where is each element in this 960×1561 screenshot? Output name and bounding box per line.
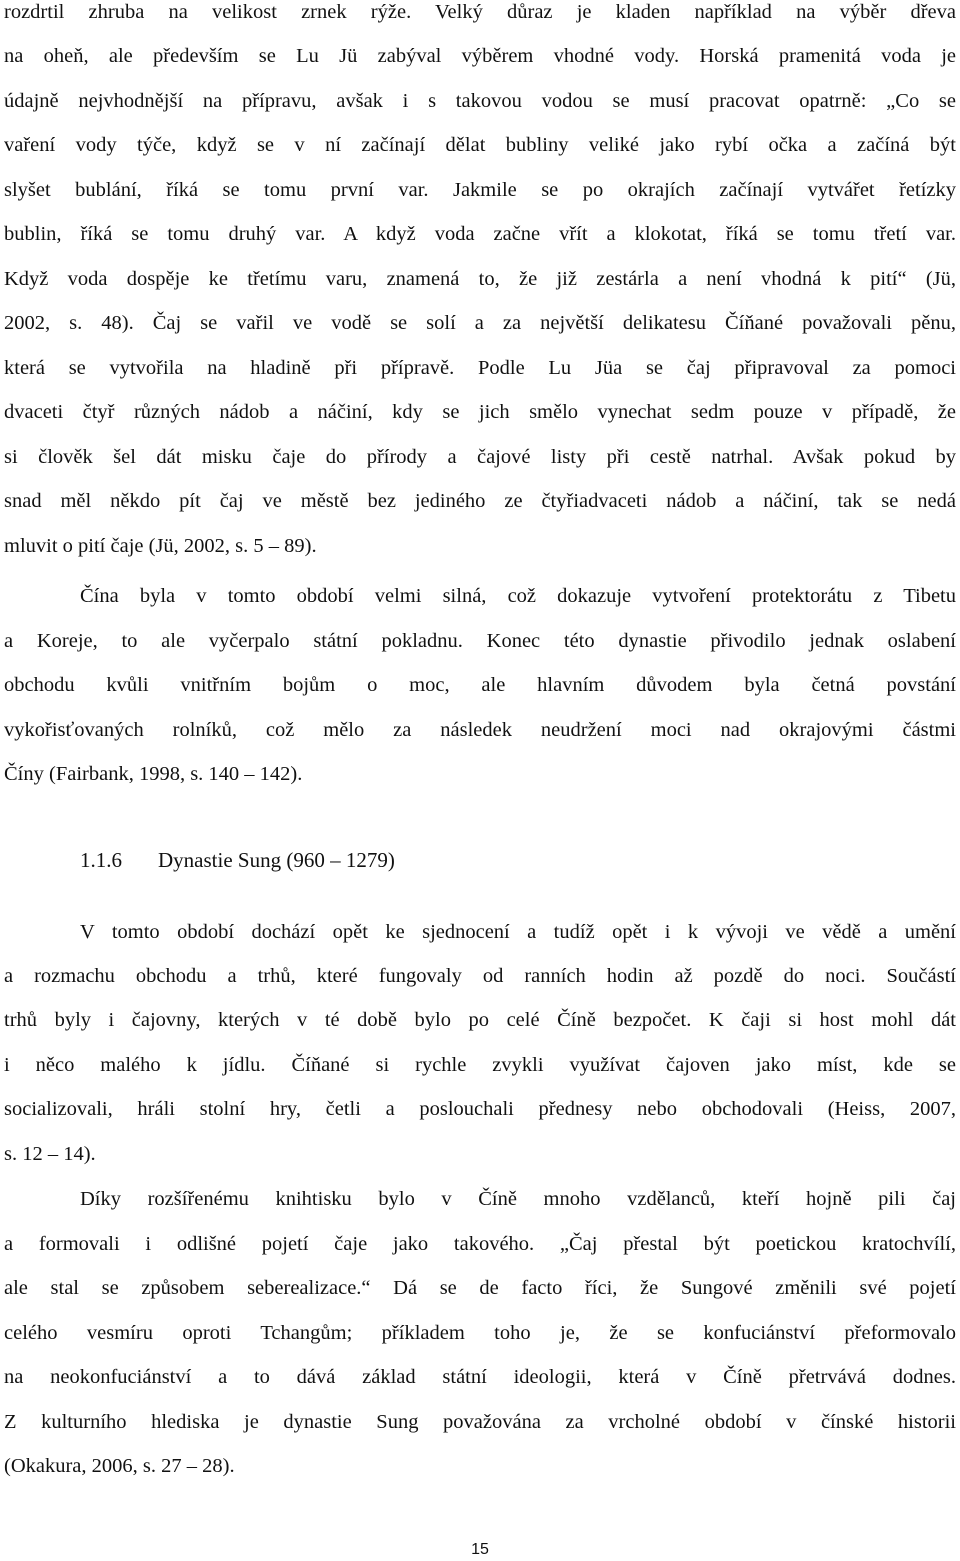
text-line: snad měl někdo pít čaj ve městě bez jediného ze čtyřiadvaceti nádob a náčiní, tak se nedá — [4, 490, 956, 512]
text-line: Z kulturního hlediska je dynastie Sung považována za vrcholné období v čínské historii — [4, 1411, 956, 1433]
section-title: Dynastie Sung (960 – 1279) — [158, 848, 395, 872]
text-line: s. 12 – 14). — [4, 1143, 96, 1165]
text-line: Díky rozšířenému knihtisku bylo v Číně mnoho vzdělanců, kteří hojně pili čaj — [80, 1188, 956, 1210]
text-line: na oheň, ale především se Lu Jü zabýval výběrem vhodné vody. Horská pramenitá voda je — [4, 45, 956, 67]
text-line: Čína byla v tomto období velmi silná, což dokazuje vytvoření protektorátu z Tibetu — [80, 585, 956, 607]
text-line: vaření vody týče, když se v ní začínají dělat bubliny veliké jako rybí očka a začíná být — [4, 134, 956, 156]
text-line: údajně nejvhodnější na přípravu, avšak i s takovou vodou se musí pracovat opatrně: „Co se — [4, 90, 956, 112]
text-line: trhů byly i čajovny, kterých v té době bylo po celé Číně bezpočet. K čaji si host mohl dát — [4, 1009, 956, 1031]
section-heading — [80, 848, 395, 872]
text-line: si člověk šel dát misku čaje do přírody a čajové listy při cestě natrhal. Avšak pokud by — [4, 446, 956, 468]
text-line: která se vytvořila na hladině při přípravě. Podle Lu Jüa se čaj připravoval za pomoci — [4, 357, 956, 379]
text-line: V tomto období dochází opět ke sjednocení a tudíž opět i k vývoji ve vědě a umění — [80, 921, 956, 943]
text-line: ale stal se způsobem seberealizace.“ Dá se de facto říci, že Sungové změnili své pojetí — [4, 1277, 956, 1299]
text-line: (Okakura, 2006, s. 27 – 28). — [4, 1455, 235, 1477]
text-line: socializovali, hráli stolní hry, četli a poslouchali přednesy nebo obchodovali (Heiss, 2007, — [4, 1098, 956, 1120]
text-line: i něco malého k jídlu. Číňané si rychle zvykli využívat čajoven jako míst, kde se — [4, 1054, 956, 1076]
text-line: mluvit o pití čaje (Jü, 2002, s. 5 – 89). — [4, 535, 317, 557]
text-line: a Koreje, to ale vyčerpalo státní pokladnu. Konec této dynastie přivodilo jednak oslabení — [4, 630, 956, 652]
text-line: a rozmachu obchodu a trhů, které fungovaly od ranních hodin až pozdě do noci. Součástí — [4, 965, 956, 987]
text-line: rozdrtil zhruba na velikost zrnek rýže. Velký důraz je kladen například na výběr dřeva — [4, 1, 956, 23]
text-line: Když voda dospěje ke třetímu varu, znamená to, že již zestárla a není vhodná k pití“ (Jü, — [4, 268, 956, 290]
text-line: 2002, s. 48). Čaj se vařil ve vodě se solí a za největší delikatesu Číňané považovali pěnu, — [4, 312, 956, 334]
text-line: bublin, říká se tomu druhý var. A když voda začne vřít a klokotat, říká se tomu třetí var. — [4, 223, 956, 245]
text-line: slyšet bublání, říká se tomu první var. Jakmile se po okrajích začínají vytvářet řetízky — [4, 179, 956, 201]
text-line: obchodu kvůli vnitřním bojům o moc, ale hlavním důvodem byla četná povstání — [4, 674, 956, 696]
text-line: Číny (Fairbank, 1998, s. 140 – 142). — [4, 763, 303, 785]
text-line: a formovali i odlišné pojetí čaje jako takového. „Čaj přestal být poetickou kratochvílí, — [4, 1233, 956, 1255]
page-number: 15 — [471, 1541, 489, 1558]
text-line: vykořisťovaných rolníků, což mělo za následek neudržení moci nad okrajovými částmi — [4, 719, 956, 741]
section-number: 1.1.6 — [80, 848, 122, 872]
text-line: na neokonfuciánství a to dává základ státní ideologii, která v Číně přetrvává dodnes. — [4, 1366, 956, 1388]
text-line: celého vesmíru oproti Tchangům; příkladem toho je, že se konfuciánství přeformovalo — [4, 1322, 956, 1344]
text-line: dvaceti čtyř různých nádob a náčiní, kdy se jich smělo vynechat sedm pouze v případě, že — [4, 401, 956, 423]
